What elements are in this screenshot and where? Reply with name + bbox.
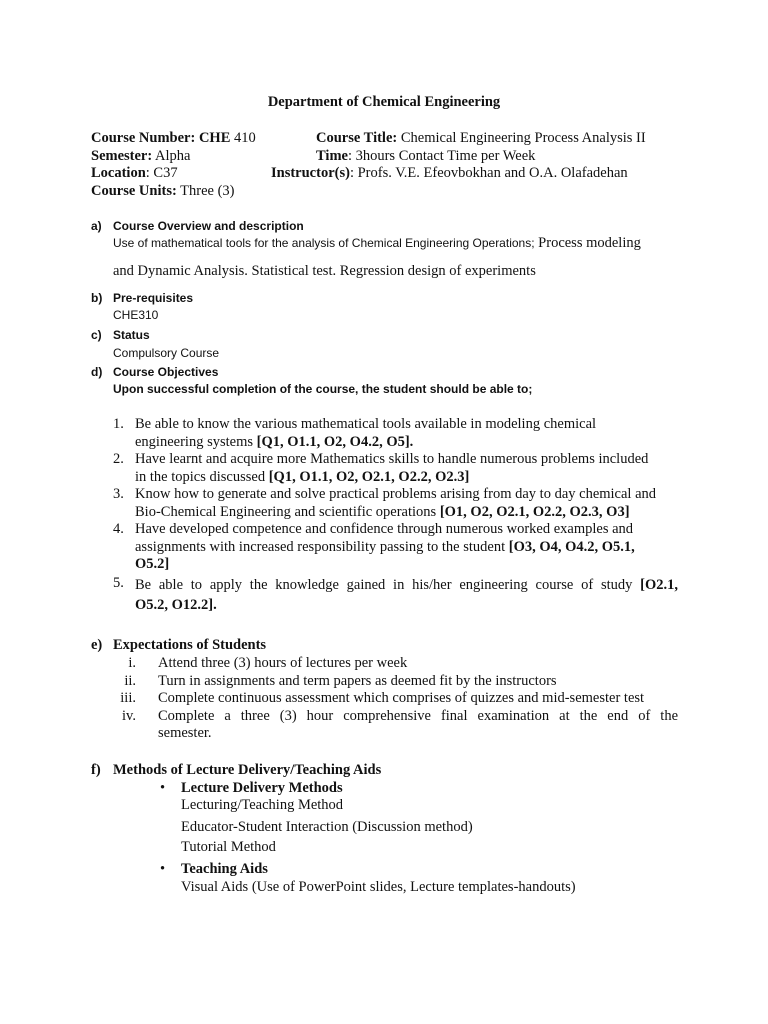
- semester: [91, 148, 291, 166]
- instructors-value: : Profs. V.E. Efeovbokhan and O.A. Olafadehan: [349, 165, 628, 181]
- objective-number: 2.: [113, 451, 124, 467]
- delivery-methods-title: Lecture Delivery Methods: [181, 780, 343, 796]
- objective-text: Bio-Chemical Engineering and scientific operations: [135, 503, 440, 520]
- outcome-codes: [Q1, O1.1, O2, O2.1, O2.2, O2.3]: [268, 468, 470, 485]
- outcome-codes: [Q1, O1.1, O2, O4.2, O5].: [256, 433, 414, 450]
- expectation-text: Complete continuous assessment which comprises of quizzes and mid-semester test: [158, 690, 645, 706]
- expectation-number: iii.: [120, 690, 136, 706]
- units-value: Three (3): [180, 182, 235, 199]
- objective-line: [135, 469, 678, 487]
- objective-line: Be able to know the various mathematical tools available in modeling chemical: [135, 416, 597, 432]
- section-d-marker: d): [91, 365, 103, 379]
- expectation-text: Turn in assignments and term papers as deemed fit by the instructors: [158, 672, 557, 689]
- course-number-value: 410: [233, 130, 256, 146]
- objective-line: Have learnt and acquire more Mathematics skills to handle numerous problems included: [135, 451, 649, 467]
- delivery-method-item: Lecturing/Teaching Method: [181, 797, 344, 813]
- teaching-aid-item: Visual Aids (Use of PowerPoint slides, Lecture templates-handouts): [181, 879, 576, 895]
- objective-line: Have developed competence and confidence through numerous worked examples and: [135, 521, 634, 537]
- section-a-heading: Course Overview and description: [113, 219, 304, 233]
- course-units: [91, 183, 391, 201]
- bullet-icon: •: [160, 780, 166, 796]
- outcome-codes: O5.2, O12.2].: [135, 597, 217, 613]
- time: [316, 148, 716, 166]
- expectation-text-continued: semester.: [158, 725, 212, 741]
- section-a-line1: [113, 235, 693, 253]
- section-a-line1-sans: Use of mathematical tools for the analysis of Chemical Engineering Operations;: [113, 236, 535, 250]
- section-f-marker: f): [91, 762, 101, 778]
- delivery-method-item: Educator-Student Interaction (Discussion method): [181, 819, 473, 835]
- bullet-icon: •: [160, 861, 166, 877]
- objective-line: [135, 434, 678, 452]
- course-title-label: Course Title:: [316, 130, 398, 146]
- instructors: [271, 165, 701, 183]
- objective-text: in the topics discussed: [135, 468, 269, 485]
- instructors-label: Instructor(s): [271, 165, 350, 181]
- expectation-number: i.: [128, 655, 136, 671]
- time-label: Time: [316, 147, 348, 164]
- objective-number: 5.: [113, 575, 124, 591]
- course-number-prefix: CHE: [198, 130, 231, 146]
- expectation-text: Complete a three (3) hour comprehensive final examination at the end of the: [158, 707, 678, 724]
- section-e-heading: Expectations of Students: [113, 637, 267, 653]
- expectation-text: Attend three (3) hours of lectures per week: [158, 655, 408, 671]
- semester-label: Semester:: [91, 147, 153, 164]
- location: [91, 165, 271, 183]
- section-c-heading: Status: [113, 328, 150, 342]
- objective-line: [135, 504, 678, 522]
- section-a-line2: and Dynamic Analysis. Statistical test. Regression design of experiments: [113, 263, 536, 279]
- expectation-number: ii.: [124, 672, 136, 689]
- time-value: : 3hours Contact Time per Week: [347, 147, 536, 164]
- section-b-text: CHE310: [113, 308, 159, 322]
- objective-text: assignments with increased responsibility passing to the student: [135, 538, 509, 555]
- course-title-value: Chemical Engineering Process Analysis II: [400, 130, 646, 146]
- section-e-marker: e): [91, 637, 103, 653]
- objective-line: Know how to generate and solve practical problems arising from day to day chemical and: [135, 486, 657, 502]
- objective-number: 4.: [113, 521, 124, 537]
- expectation-number: iv.: [122, 707, 136, 724]
- section-a-line1-serif: Process modeling: [534, 235, 641, 251]
- outcome-codes: [O3, O4, O4.2, O5.1,: [508, 538, 635, 555]
- objective-text: Be able to apply the knowledge gained in his/her engineering course of study: [135, 577, 641, 593]
- course-title: [316, 130, 716, 148]
- objective-number: 3.: [113, 486, 124, 502]
- semester-value: Alpha: [155, 147, 191, 164]
- section-b-marker: b): [91, 291, 103, 305]
- course-number-label: Course Number:: [91, 130, 196, 146]
- teaching-aids-title: Teaching Aids: [181, 861, 268, 877]
- units-label: Course Units:: [91, 182, 177, 199]
- objective-text: engineering systems: [135, 433, 257, 450]
- outcome-codes: [O2.1,: [640, 577, 678, 593]
- section-b-heading: Pre-requisites: [113, 291, 194, 305]
- location-label: Location: [91, 165, 146, 181]
- objective-number: 1.: [113, 416, 124, 432]
- course-number: [91, 130, 291, 148]
- department-title: Department of Chemical Engineering: [267, 94, 501, 110]
- section-c-marker: c): [91, 328, 102, 342]
- section-c-text: Compulsory Course: [113, 346, 220, 360]
- section-f-heading: Methods of Lecture Delivery/Teaching Aids: [113, 762, 382, 778]
- outcome-codes: O5.2]: [135, 556, 170, 572]
- section-d-intro: Upon successful completion of the course, the student should be able to;: [113, 382, 533, 396]
- objective-line: [135, 575, 678, 595]
- delivery-method-item: Tutorial Method: [181, 839, 276, 855]
- section-a-marker: a): [91, 219, 102, 233]
- outcome-codes: [O1, O2, O2.1, O2.2, O2.3, O3]: [439, 503, 630, 520]
- objective-line: [135, 539, 678, 557]
- section-d-heading: Course Objectives: [113, 365, 219, 379]
- location-value: : C37: [145, 165, 178, 181]
